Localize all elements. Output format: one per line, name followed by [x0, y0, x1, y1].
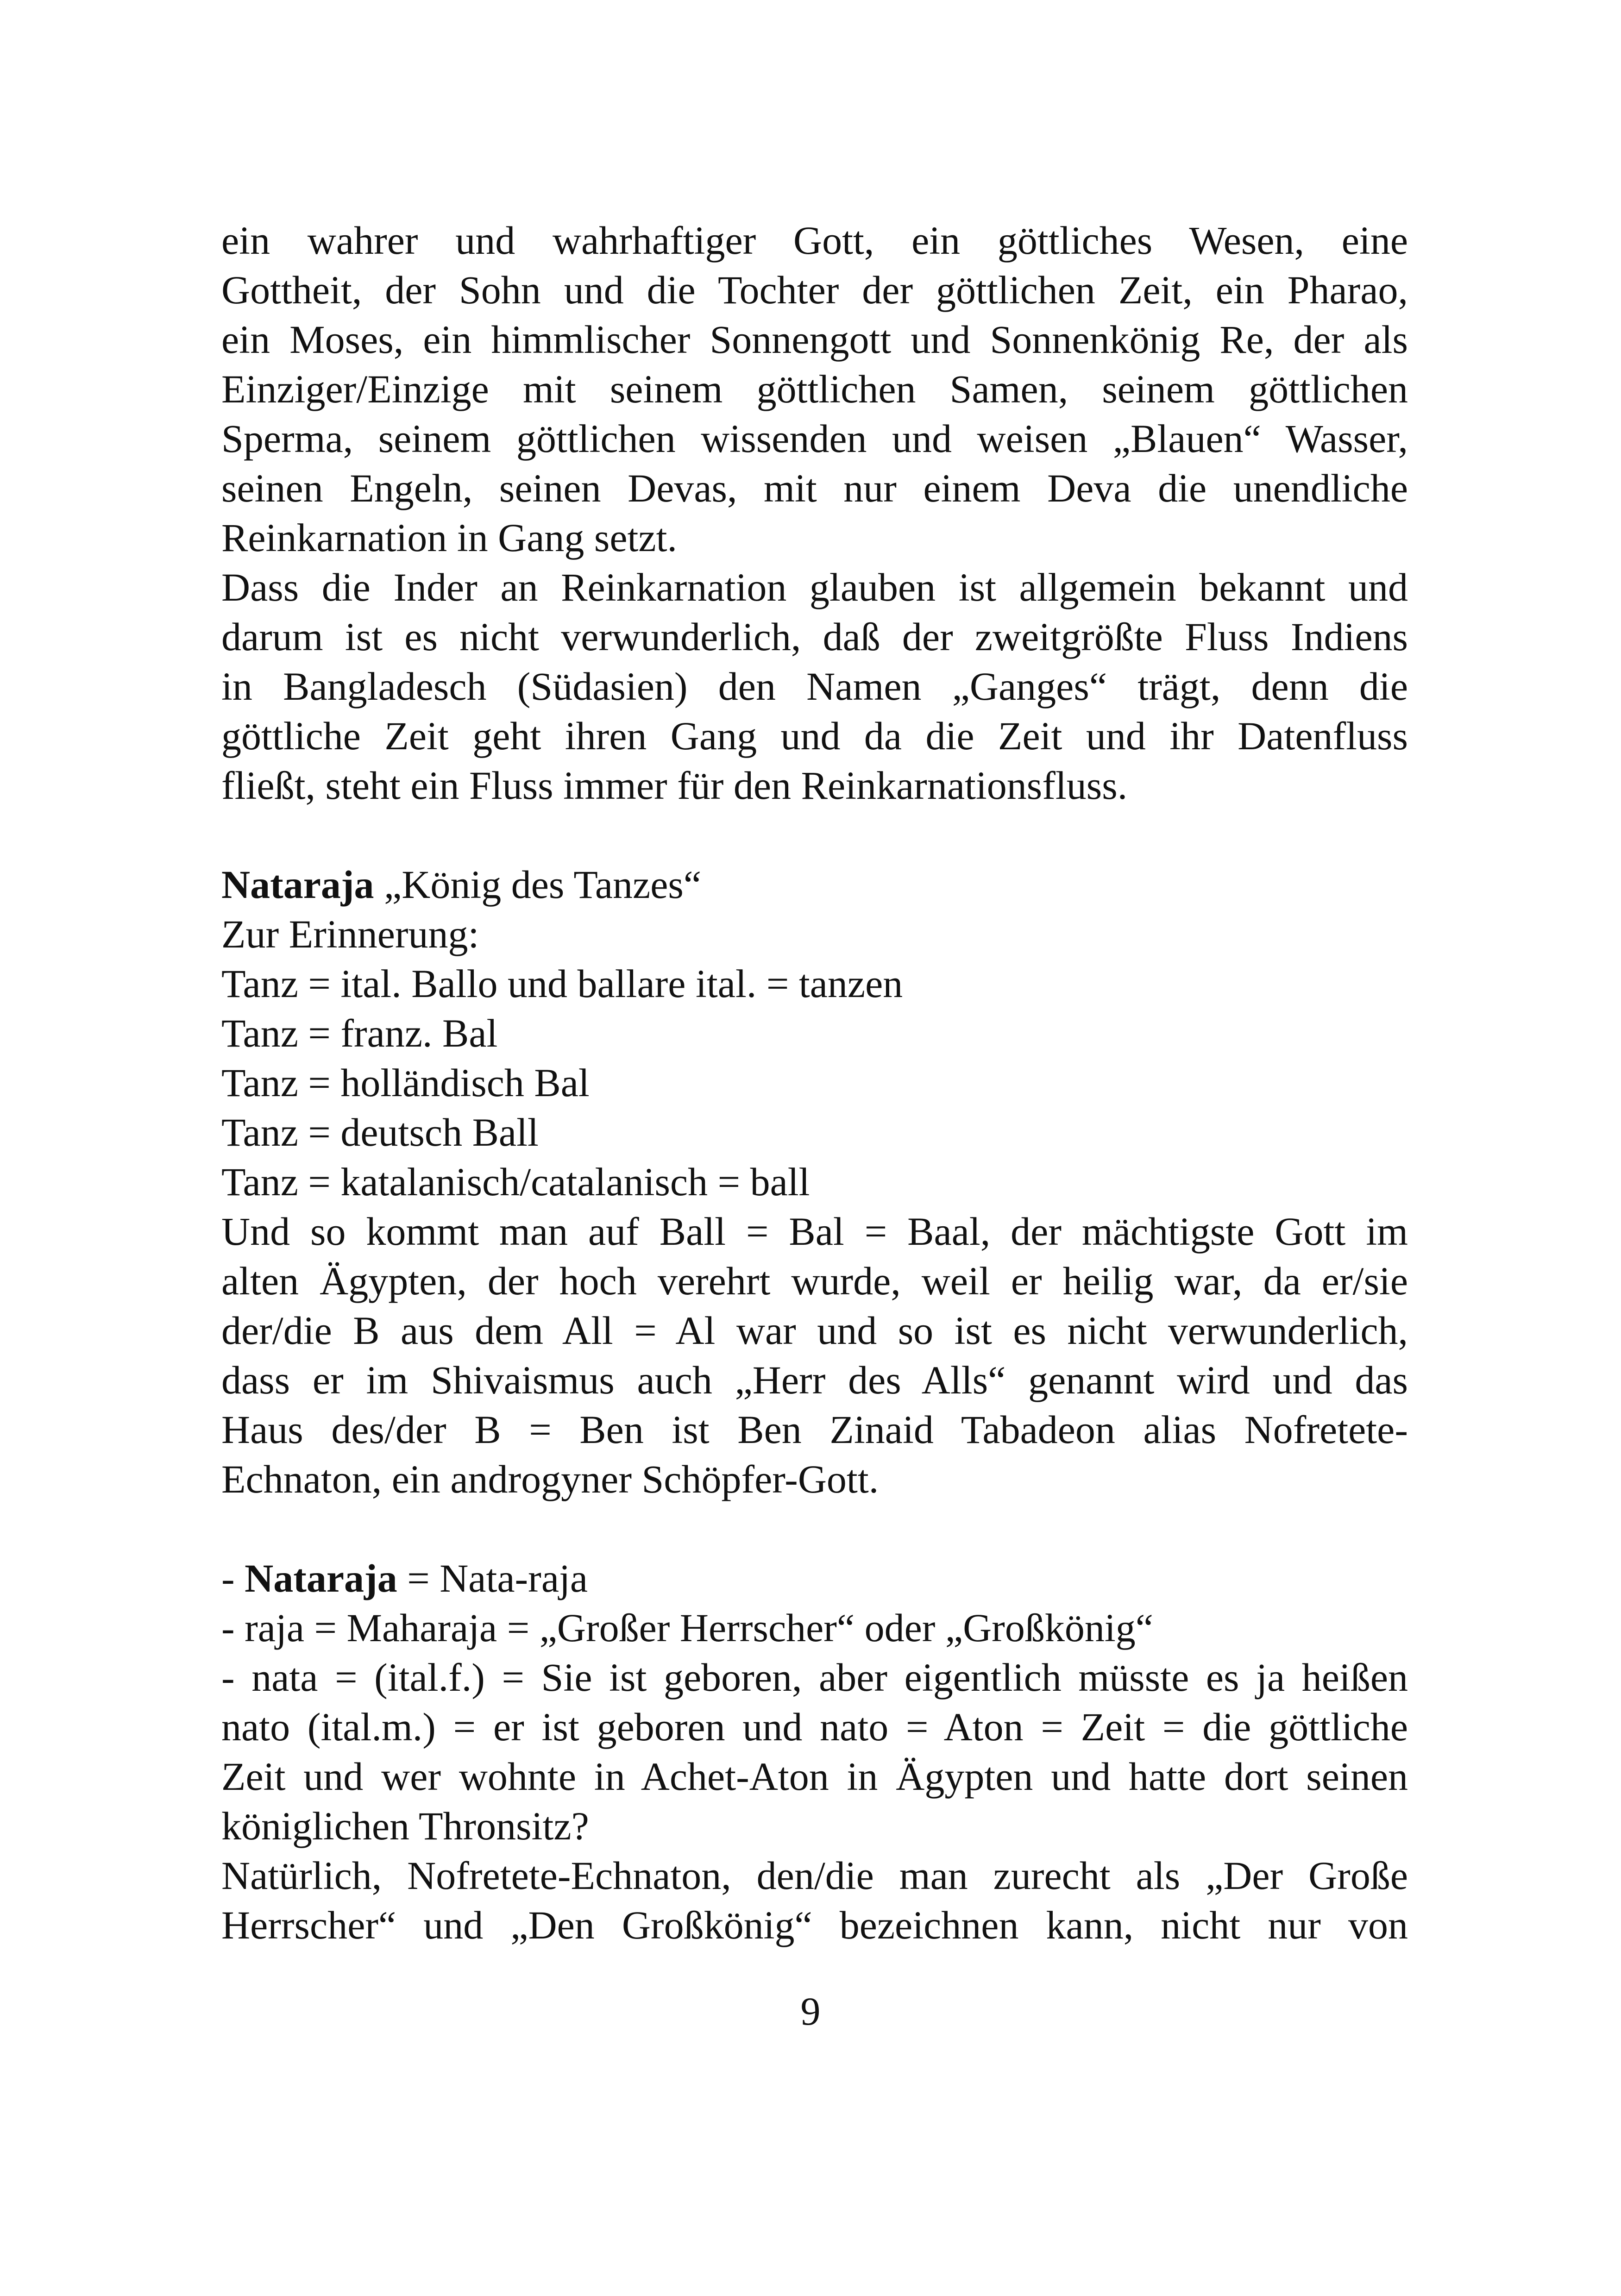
text-line: alten Ägypten, der hoch verehrt wurde, weil er heilig war, da er/sie: [221, 1259, 1408, 1303]
list-item: Tanz = holländisch Bal: [221, 1060, 590, 1105]
text-line: in Bangladesch (Südasien) den Namen „Ganges“ trägt, denn die: [221, 664, 1408, 709]
nata-raja-line: [221, 1554, 1408, 1603]
text-line: Dass die Inder an Reinkarnation glauben ist allgemein bekannt und: [221, 565, 1408, 609]
page-body: [221, 216, 1408, 1950]
text-line: Herrscher“ und „Den Großkönig“ bezeichnen kann, nicht nur von: [221, 1903, 1408, 1947]
text-line: - nata = (ital.f.) = Sie ist geboren, aber eigentlich müsste es ja heißen: [221, 1655, 1408, 1700]
text-line: nato (ital.m.) = er ist geboren und nato = Aton = Zeit = die göttliche: [221, 1705, 1408, 1749]
text-line: Natürlich, Nofretete-Echnaton, den/die man zurecht als „Der Große: [221, 1853, 1408, 1898]
list-item: Tanz = katalanisch/catalanisch = ball: [221, 1160, 810, 1204]
nataraja-term: Nataraja: [221, 862, 374, 907]
text-line: der/die B aus dem All = Al war und so ist es nicht verwunderlich,: [221, 1308, 1408, 1353]
text-line: Reinkarnation in Gang setzt.: [221, 515, 677, 560]
nataraja-heading: [221, 860, 1408, 910]
text-line: Echnaton, ein androgyner Schöpfer-Gott.: [221, 1457, 879, 1501]
paragraph-god: [221, 216, 1408, 563]
text-line: dass er im Shivaismus auch „Herr des Alls“ genannt wird und das: [221, 1358, 1408, 1402]
text-line: Sperma, seinem göttlichen wissenden und weisen „Blauen“ Wasser,: [221, 416, 1408, 461]
raja-line: - raja = Maharaja = „Großer Herrscher“ oder „Großkönig“: [221, 1606, 1153, 1650]
text-line: königlichen Thronsitz?: [221, 1804, 589, 1848]
dash-prefix: -: [221, 1556, 245, 1600]
text-line: Einziger/Einzige mit seinem göttlichen Samen, seinem göttlichen: [221, 367, 1408, 411]
paragraph-nata: [221, 1653, 1408, 1851]
nata-raja-definition: = Nata-raja: [397, 1556, 588, 1600]
text-line: darum ist es nicht verwunderlich, daß der zweitgrößte Fluss Indiens: [221, 615, 1408, 659]
list-item: Tanz = franz. Bal: [221, 1011, 498, 1055]
text-line: Und so kommt man auf Ball = Bal = Baal, der mächtigste Gott im: [221, 1209, 1408, 1254]
text-line: fließt, steht ein Fluss immer für den Reinkarnationsfluss.: [221, 763, 1128, 808]
nataraja-translation: „König des Tanzes“: [374, 862, 701, 907]
text-line: Gottheit, der Sohn und die Tochter der göttlichen Zeit, ein Pharao,: [221, 268, 1408, 312]
list-item: Tanz = ital. Ballo und ballare ital. = tanzen: [221, 961, 903, 1006]
reminder-list: [221, 910, 1408, 1207]
text-line: göttliche Zeit geht ihren Gang und da die Zeit und ihr Datenfluss: [221, 714, 1408, 758]
text-line: Haus des/der B = Ben ist Ben Zinaid Tabadeon alias Nofretete-: [221, 1407, 1408, 1452]
text-line: ein Moses, ein himmlischer Sonnengott und Sonnenkönig Re, der als: [221, 317, 1408, 362]
paragraph-ball: [221, 1207, 1408, 1504]
list-item: Zur Erinnerung:: [221, 912, 479, 956]
page-number: 9: [800, 1989, 821, 2033]
text-line: Zeit und wer wohnte in Achet-Aton in Ägypten und hatte dort seinen: [221, 1754, 1408, 1799]
paragraph-final: [221, 1851, 1408, 1950]
nataraja-term: Nataraja: [245, 1556, 397, 1600]
blank-line: [221, 1504, 1408, 1554]
blank-line: [221, 810, 1408, 860]
text-line: ein wahrer und wahrhaftiger Gott, ein göttliches Wesen, eine: [221, 218, 1408, 263]
list-item: Tanz = deutsch Ball: [221, 1110, 539, 1154]
text-line: seinen Engeln, seinen Devas, mit nur einem Deva die unendliche: [221, 466, 1408, 510]
paragraph-reincarnation: [221, 563, 1408, 810]
